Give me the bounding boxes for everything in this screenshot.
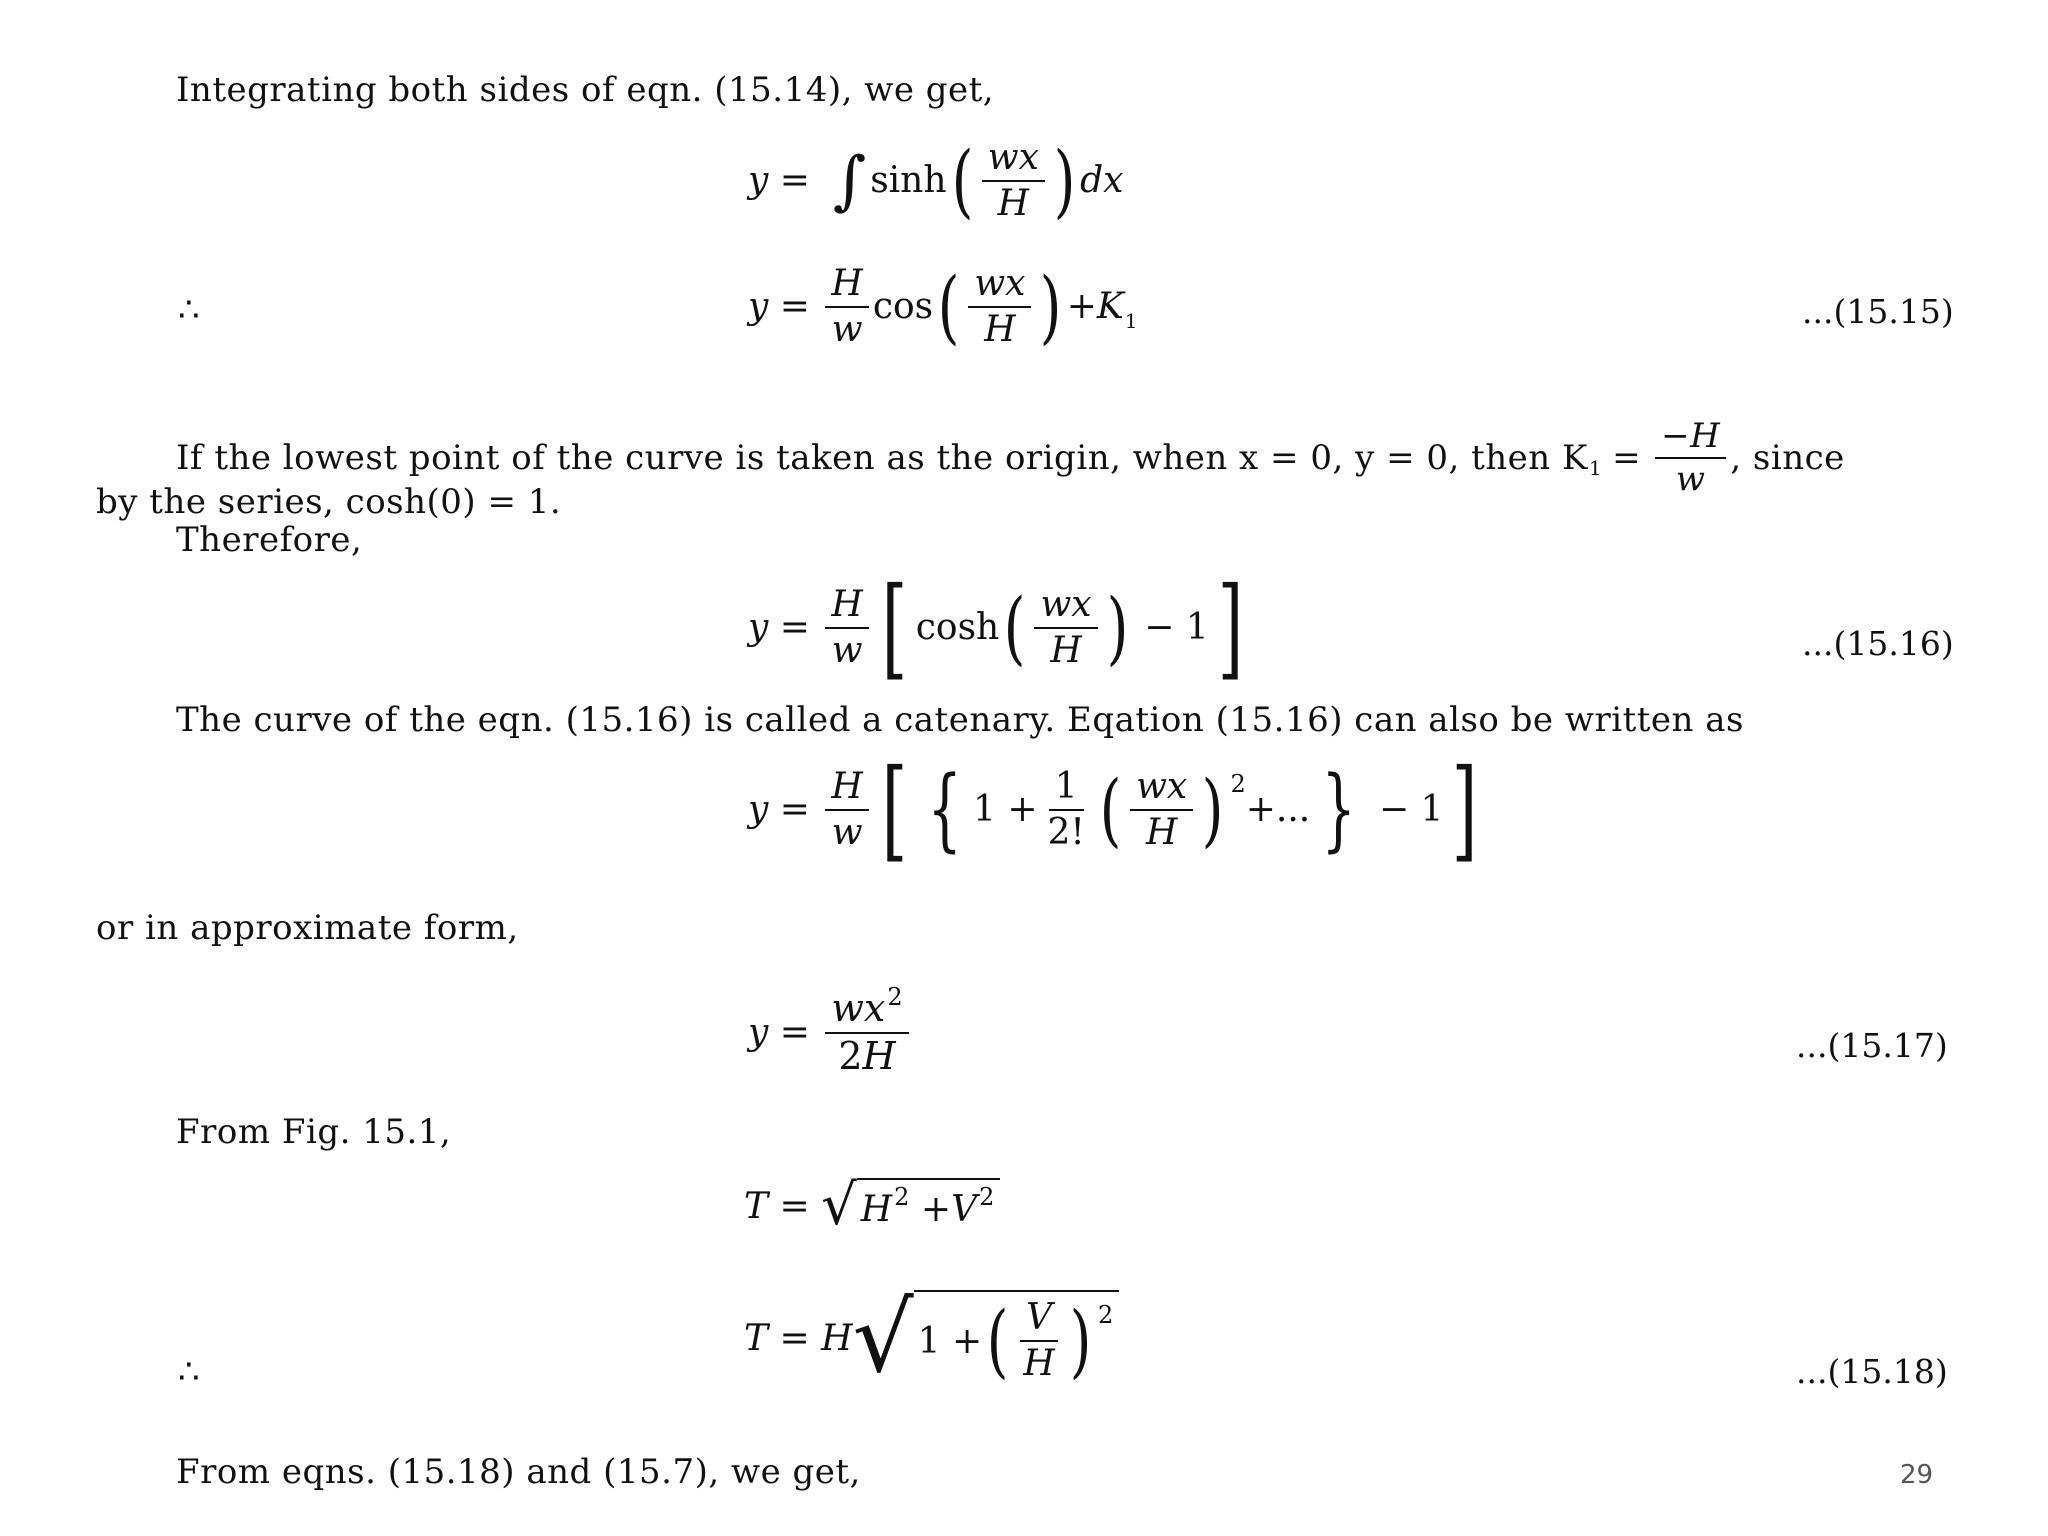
therefore-symbol: ∴ (178, 1352, 200, 1392)
equation-15-18: T = H √ 1 + ( $\frac{V}{H}$ ) 2 (744, 1290, 1119, 1386)
page-number: 29 (1900, 1460, 1934, 1490)
paragraph-therefore: Therefore, (176, 520, 363, 560)
therefore-symbol: ∴ (178, 290, 200, 330)
paragraph-lowest-point-end: , since (1730, 438, 1845, 479)
paragraph-from-eqns: From eqns. (15.18) and (15.7), we get, (176, 1452, 861, 1492)
equation-15-16: y = $\frac{H}{w}$ [ cosh ( $\frac{wx}{H}$ ) − 1 ] (748, 563, 1244, 691)
equation-number-15-16: ...(15.16) (1802, 624, 1954, 663)
equation-tension: T = √ H 2 + V 2 (744, 1178, 1000, 1234)
equation-number-15-17: ...(15.17) (1796, 1026, 1948, 1065)
paragraph-approximate: or in approximate form, (96, 908, 519, 948)
equation-series-expansion: y = $\frac{H}{w}$ [ { 1 + $\frac{1}{2!}$ ( $\frac{wx}{H}$ ) 2 +... } − 1 ] (748, 745, 1478, 873)
equation-number-15-15: ...(15.15) (1802, 292, 1954, 331)
inline-fraction-denominator: w (1675, 459, 1706, 500)
equals-sign: = (1612, 438, 1642, 479)
paragraph-catenary: The curve of the eqn. (15.16) is called a catenary. Eqation (15.16) can also be written as (176, 700, 1744, 740)
paragraph-integrating: Integrating both sides of eqn. (15.14), we get, (176, 70, 995, 110)
inline-fraction (1655, 418, 1726, 499)
equation-integral: y = ∫ sinh ( $\frac{wx}{H}$ ) dx (748, 133, 1124, 227)
equation-15-17: y = $\frac{wx^2}{2H}$ (748, 988, 913, 1078)
inline-fraction-numerator: −H (1655, 418, 1726, 459)
paragraph-from-fig: From Fig. 15.1, (176, 1112, 452, 1152)
paragraph-series: by the series, cosh(0) = 1. (96, 482, 562, 522)
k1-subscript: 1 (1588, 456, 1603, 481)
paragraph-lowest-point-text: If the lowest point of the curve is taken as the origin, when x = 0, y = 0, then K (176, 438, 1588, 479)
equation-number-15-18: ...(15.18) (1796, 1352, 1948, 1391)
equation-15-15: y = $\frac{H}{w}$ cos ( $\frac{wx}{H}$ ) $+K_1$ (748, 259, 1138, 353)
